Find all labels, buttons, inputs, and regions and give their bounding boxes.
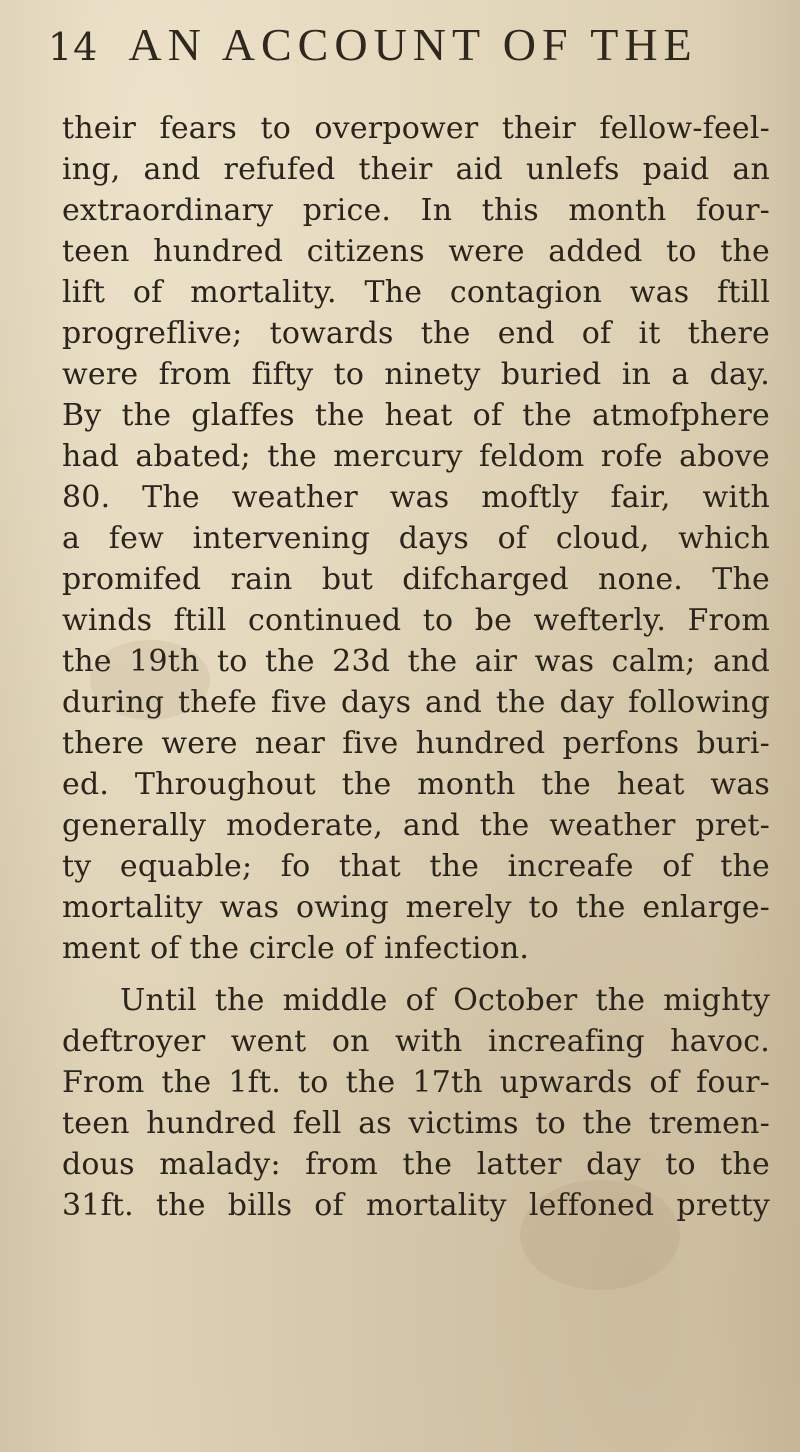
- text-line: teen hundred fell as victims to the tremen-: [62, 1106, 770, 1141]
- paragraph: [62, 108, 770, 969]
- text-line: generally moderate, and the weather pret-: [62, 808, 770, 843]
- text-line: 80. The weather was moftly fair, with: [62, 480, 770, 515]
- text-line: progreflive; towards the end of it there: [62, 316, 770, 351]
- text-line: By the glaffes the heat of the atmofphere: [62, 398, 770, 433]
- text-line: there were near five hundred perfons buri-: [62, 726, 770, 761]
- text-line: dous malady: from the latter day to the: [62, 1147, 770, 1182]
- text-line: their fears to overpower their fellow-feel-: [62, 111, 770, 146]
- text-line: ty equable; fo that the increafe of the: [62, 849, 770, 884]
- text-line: deftroyer went on with increafing havoc.: [62, 1024, 770, 1059]
- page-number: 14: [48, 25, 99, 69]
- running-head: [48, 18, 768, 88]
- text-line: ed. Throughout the month the heat was: [62, 767, 770, 802]
- text-line: ing, and refufed their aid unlefs paid an: [62, 152, 770, 187]
- text-line: extraordinary price. In this month four-: [62, 193, 770, 228]
- text-line: 31ft. the bills of mortality leffoned pretty: [62, 1188, 770, 1223]
- text-line: the 19th to the 23d the air was calm; and: [62, 644, 770, 679]
- text-line: promifed rain but difcharged none. The: [62, 562, 770, 597]
- text-line: during thefe five days and the day following: [62, 685, 770, 720]
- running-title: AN ACCOUNT OF THE: [128, 19, 698, 70]
- text-line: mortality was owing merely to the enlarge-: [62, 890, 770, 925]
- text-line: From the 1ft. to the 17th upwards of four-: [62, 1065, 770, 1100]
- text-line: a few intervening days of cloud, which: [62, 521, 770, 556]
- text-line: Until the middle of October the mighty: [120, 983, 770, 1018]
- text-line: lift of mortality. The contagion was ftill: [62, 275, 770, 310]
- paragraph: [62, 980, 770, 1226]
- text-line: winds ftill continued to be wefterly. From: [62, 603, 770, 638]
- text-line: had abated; the mercury feldom rofe above: [62, 439, 770, 474]
- text-line: ment of the circle of infection.: [62, 931, 530, 966]
- text-line: were from fifty to ninety buried in a day.: [62, 357, 770, 392]
- text-line: teen hundred citizens were added to the: [62, 234, 770, 269]
